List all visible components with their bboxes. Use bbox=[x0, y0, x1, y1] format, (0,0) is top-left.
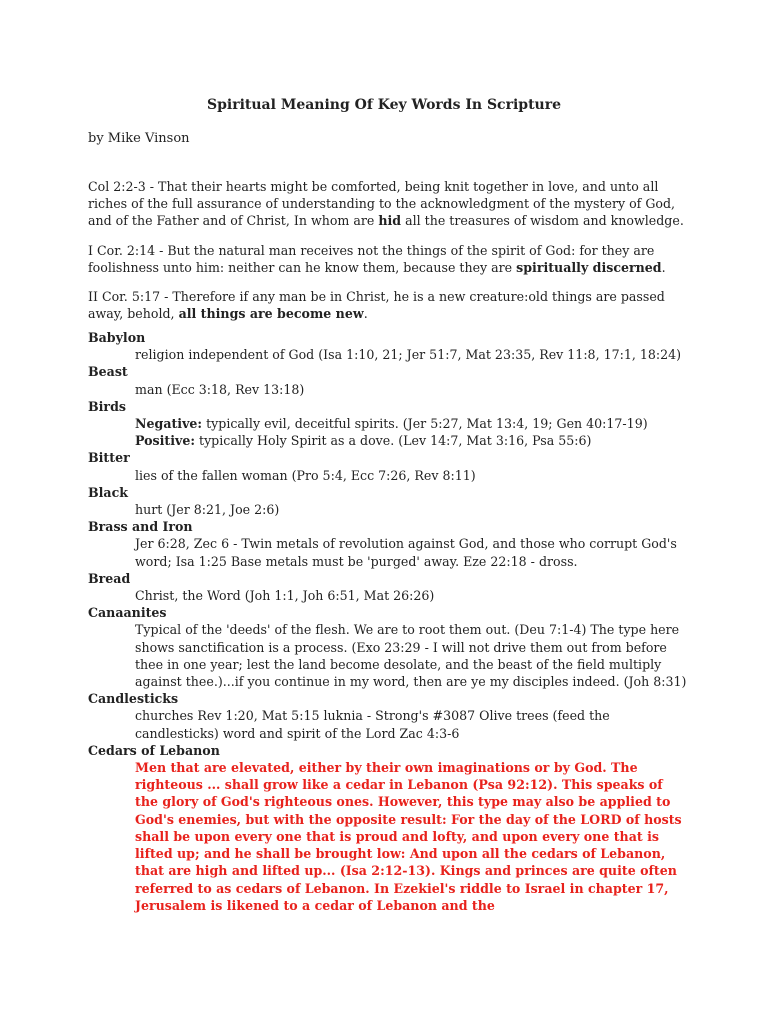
glossary-definition-positive: Positive: typically Holy Spirit as a dove. (Lev 14:7, Mat 3:16, Psa 55:6) bbox=[135, 433, 592, 449]
glossary-term: Cedars of Lebanon bbox=[88, 742, 220, 758]
glossary-definition: churches Rev 1:20, Mat 5:15 luknia - Strong's #3087 Olive trees (feed the candlesticks) word and spirit of the Lord Zac 4:3-6 bbox=[135, 708, 610, 741]
glossary-term: Black bbox=[88, 484, 128, 500]
verse-paragraph: II Cor. 5:17 - Therefore if any man be in Christ, he is a new creature:old things are passed away, behold, all things are become new. bbox=[88, 289, 665, 322]
verse-emphasis: hid bbox=[378, 213, 402, 229]
verse-emphasis: all things are become new bbox=[178, 306, 364, 322]
glossary-definition: man (Ecc 3:18, Rev 13:18) bbox=[135, 381, 305, 397]
author-byline: by Mike Vinson bbox=[88, 131, 190, 146]
glossary-definition: Typical of the 'deeds' of the flesh. We are to root them out. (Deu 7:1-4) The type here shows sanctification is a process. (Exo 23:29 - I will not drive them out from before thee in one year; lest the land become desolate, and the beast of the field multiply against thee.)...if you continue in my word, then are ye my disciples indeed. (Joh 8:31) bbox=[135, 622, 687, 690]
glossary-definition: Christ, the Word (Joh 1:1, Joh 6:51, Mat 26:26) bbox=[135, 588, 435, 604]
glossary-term: Babylon bbox=[88, 330, 146, 345]
glossary-definition: lies of the fallen woman (Pro 5:4, Ecc 7:26, Rev 8:11) bbox=[135, 467, 476, 483]
verse-paragraph: Col 2:2-3 - That their hearts might be comforted, being knit together in love, and unto all riches of the full assurance of understanding to the acknowledgment of the mystery of God, and of the Father and of Christ, In whom are hid all the treasures of wisdom and knowledge. bbox=[88, 179, 684, 229]
glossary-term: Birds bbox=[88, 398, 126, 414]
glossary-term: Bitter bbox=[88, 450, 130, 466]
glossary-term: Bread bbox=[88, 570, 131, 586]
glossary-term: Brass and Iron bbox=[88, 519, 193, 535]
glossary-definition-negative: Negative: typically evil, deceitful spirits. (Jer 5:27, Mat 13:4, 19; Gen 40:17-19) bbox=[135, 416, 648, 432]
glossary-term: Beast bbox=[88, 364, 128, 380]
glossary-definition: Jer 6:28, Zec 6 - Twin metals of revolution against God, and those who corrupt God's word; Isa 1:25 Base metals must be 'purged' away. Eze 22:18 - dross. bbox=[135, 536, 677, 569]
scripture-verses bbox=[88, 178, 688, 334]
document-title: Spiritual Meaning Of Key Words In Scripture bbox=[207, 97, 561, 113]
glossary-term: Canaanites bbox=[88, 605, 167, 621]
glossary-definition: religion independent of God (Isa 1:10, 21; Jer 51:7, Mat 23:35, Rev 11:8, 17:1, 18:24) bbox=[135, 347, 682, 363]
glossary-term: Candlesticks bbox=[88, 691, 179, 707]
verse-emphasis: spiritually discerned bbox=[516, 259, 662, 275]
key-words-glossary bbox=[88, 329, 688, 914]
glossary-definition: hurt (Jer 8:21, Joe 2:6) bbox=[135, 502, 280, 518]
verse-paragraph: I Cor. 2:14 - But the natural man receives not the things of the spirit of God: for they are foolishness unto him: neither can he know them, because they are spiritually discerned. bbox=[88, 242, 666, 275]
glossary-definition-highlighted: Men that are elevated, either by their own imaginations or by God. The righteous ... shall grow like a cedar in Lebanon (Psa 92:12). This speaks of the glory of God's righteous ones. However, this type may also be applied to God's enemies, but with the opposite result: For the day of the LORD of hosts shall be upon every one that is proud and lofty, and upon every one that is lifted up; and he shall be brought low: And upon all the cedars of Lebanon, that are high and lifted up... (Isa 2:12-13). Kings and princes are quite often referred to as cedars of Lebanon. In Ezekiel's riddle to Israel in chapter 17, Jerusalem is likened to a cedar of Lebanon and the bbox=[135, 760, 682, 913]
